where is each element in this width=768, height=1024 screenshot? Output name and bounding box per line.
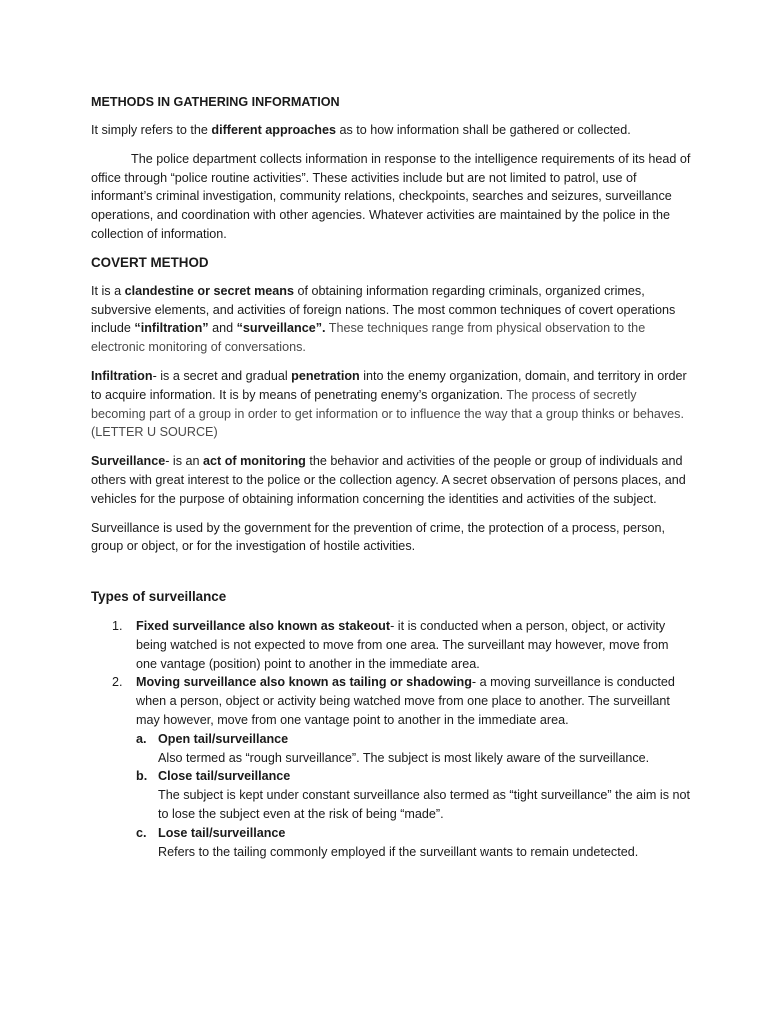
infiltration-text: - is a secret and gradual xyxy=(152,368,292,383)
list-item-text: - a moving surveillance is conducted when a person, object or activity being watched move from one place to another. The surveillant may however, move from one vantage point to another in the immediate area. xyxy=(136,675,675,727)
intro-bold: different approaches xyxy=(211,123,336,137)
list-item-text: - it is conducted when a person, object, or activity being watched is not expected to move from one area. The surveillant may however, move from one vantage (position) point to another in the immediate area. xyxy=(136,618,669,671)
surveillance-bold: act of monitoring xyxy=(203,454,306,469)
list-number: 1. xyxy=(112,618,123,633)
sub-list-item xyxy=(136,824,691,862)
infiltration-text: into the enemy organization, domain, and territory in order to acquire information. It is by means of penetrating enemy’s organization. xyxy=(91,368,687,402)
infiltration-paragraph xyxy=(91,367,691,442)
sub-list-item xyxy=(136,767,691,823)
list-item-title: Moving surveillance also known as tailing or shadowing xyxy=(136,675,472,690)
intro-text-end: as to how information shall be gathered or collected. xyxy=(335,123,631,137)
document-page xyxy=(91,93,691,861)
sub-list-desc: The subject is kept under constant surveillance also termed as “tight surveillance” the aim is not to lose the subject even at the risk of being “made”. xyxy=(158,788,690,821)
sub-list-title: Open tail/surveillance xyxy=(158,731,289,746)
covert-bold-means: clandestine or secret means xyxy=(124,283,294,298)
document-title: METHODS IN GATHERING INFORMATION xyxy=(91,95,340,109)
sub-list-item xyxy=(136,730,691,768)
covert-paragraph xyxy=(91,282,691,357)
sub-list-letter: b. xyxy=(136,769,148,784)
government-paragraph: Surveillance is used by the government for the prevention of crime, the protection of a process, person, group or object, or for the investigation of hostile activities. xyxy=(91,520,666,554)
infiltration-definition: The process of secretly becoming part of a group in order to get information or to influence the way that a group thinks or behaves. xyxy=(91,387,684,421)
sub-list-title: Close tail/surveillance xyxy=(158,769,291,784)
covert-text-end: These techniques range from physical observation to the electronic monitoring of conversations. xyxy=(91,321,646,355)
types-heading: Types of surveillance xyxy=(91,589,227,605)
covert-heading: COVERT METHOD xyxy=(91,254,209,270)
intro-text: It simply refers to the xyxy=(91,123,212,137)
sub-list-letter: a. xyxy=(136,731,147,746)
list-item-title: Fixed surveillance also known as stakeout xyxy=(136,618,391,633)
intro-paragraph xyxy=(91,121,691,140)
sub-list-desc: Refers to the tailing commonly employed if the surveillant wants to remain undetected. xyxy=(158,844,639,859)
infiltration-bold: penetration xyxy=(291,368,360,383)
police-paragraph: The police department collects information in response to the intelligence requirements of its head of office through “police routine activities”. These activities include but are not limited to patrol, use of informant’s criminal investigation, community relations, checkpoints, searches and seizures, surveillance operations, and coordination with other agencies. Whatever activities are maintained by the police in the collection of information. xyxy=(91,151,691,241)
list-number: 2. xyxy=(112,675,123,690)
sub-list-desc: Also termed as “rough surveillance”. The subject is most likely aware of the surveillance. xyxy=(158,750,650,765)
list-item xyxy=(91,673,691,861)
infiltration-term: Infiltration xyxy=(91,368,153,383)
sub-list-letter: c. xyxy=(136,825,147,840)
surveillance-paragraph xyxy=(91,452,691,508)
sub-list-title: Lose tail/surveillance xyxy=(158,825,286,840)
covert-bold-surveillance: “surveillance”. xyxy=(236,321,326,336)
covert-bold-infiltration: “infiltration” xyxy=(134,321,209,336)
surveillance-text: - is an xyxy=(165,454,204,469)
infiltration-source: (LETTER U SOURCE) xyxy=(91,425,218,440)
covert-text: of obtaining information regarding criminals, organized crimes, subversive elements, and activities of foreign nations. The most common techniques of covert operations include xyxy=(91,283,676,336)
sub-list xyxy=(136,730,691,862)
surveillance-text: the behavior and activities of the people or group of individuals and others with great interest to the police or the collection agency. A secret observation of persons places, and vehicles for the purpose of obtaining information concerning the identities and activities of the subject. xyxy=(91,454,686,506)
covert-text: and xyxy=(208,321,237,336)
covert-text: It is a xyxy=(91,283,125,298)
types-list xyxy=(91,617,691,861)
list-item xyxy=(91,617,691,673)
surveillance-term: Surveillance xyxy=(91,454,166,469)
